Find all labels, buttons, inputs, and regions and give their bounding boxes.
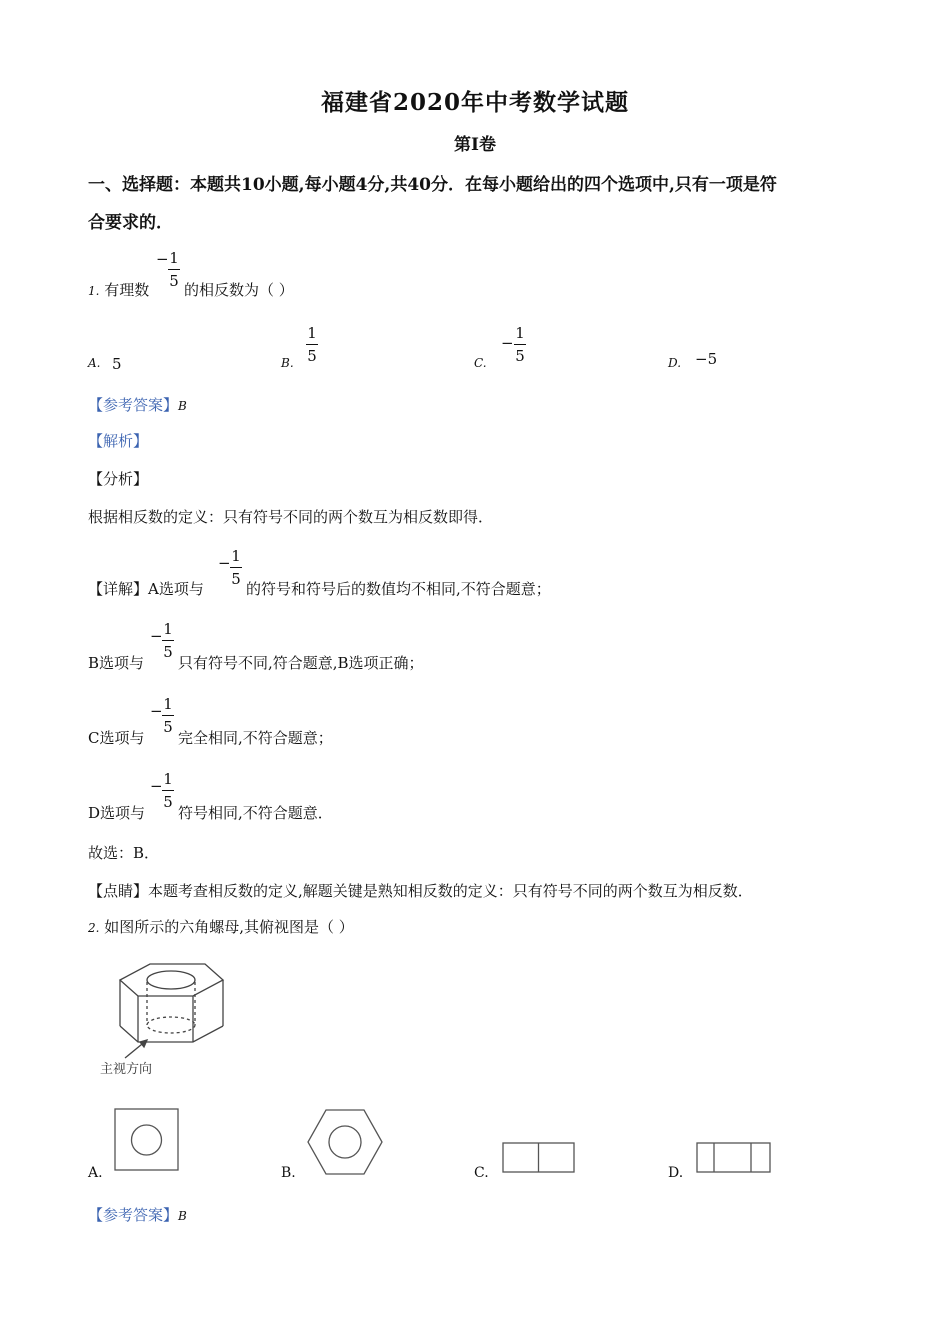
q1-option-b-bar [306, 344, 318, 345]
q2-answer-label: 【参考答案】 [88, 1206, 179, 1224]
q1-detail-b-bar [162, 640, 174, 641]
q1-answer [88, 394, 187, 415]
q2-answer-value: B [178, 1209, 187, 1223]
section-heading-line2: 合要求的． [88, 213, 173, 233]
q1-detail-d-fraction [162, 770, 174, 811]
q2-line [88, 916, 354, 937]
q2-option-c-label[interactable]: C. [474, 1165, 489, 1181]
q1-detail-d-neg: − [150, 777, 163, 795]
q1-detail-c-pre: C选项与 [88, 729, 145, 747]
q1-detail-a-post: 的符号和符号后的数值均不相同,不符合题意； [246, 580, 551, 598]
q1-option-b-top: 1 [307, 324, 317, 342]
q1-fraction [168, 249, 180, 290]
q1-option-b-label[interactable]: B. [281, 356, 294, 370]
q1-option-b-fraction [306, 324, 318, 365]
page-title: 福建省2020年中考数学试题 [320, 89, 629, 116]
q1-detail-c-top: 1 [163, 695, 173, 713]
q1-detail-label: 【详解】 [88, 580, 149, 598]
q1-answer-value: B [178, 399, 187, 413]
q1-detail-c-fraction [162, 695, 174, 736]
q1-detail-a-bar [230, 567, 242, 568]
q1-detail-d-bot: 5 [163, 793, 173, 811]
section-heading-line1: 一、选择题：本题共10小题,每小题4分,共40分．在每小题给出的四个选项中,只有一项是符 [88, 175, 777, 195]
hexagon-shape [308, 1110, 382, 1174]
q1-guxuan: 故选：B． [88, 844, 160, 862]
q2-option-d-label[interactable]: D. [668, 1165, 684, 1181]
q1-detail-a-pre: A选项与 [148, 580, 204, 598]
q1-detail-d-post: 符号相同,不符合题意． [178, 804, 333, 822]
q1-detail-c-neg: − [150, 702, 163, 720]
q1-line [88, 279, 149, 300]
q1-jiexi: 【解析】 [88, 432, 149, 450]
q1-detail-a-fraction [230, 547, 242, 588]
q1-option-a-value: 5 [112, 355, 122, 373]
q1-frac-bar [168, 269, 180, 270]
q2-option-b-figure[interactable] [306, 1108, 384, 1176]
q2-option-d-figure[interactable] [696, 1142, 772, 1174]
q1-option-c-bar [514, 344, 526, 345]
q1-fenxi: 【分析】 [88, 470, 149, 488]
q1-detail-b-neg: − [150, 627, 163, 645]
q1-detail-b-top: 1 [163, 620, 173, 638]
q1-detail-b-bot: 5 [163, 643, 173, 661]
q1-option-c-bot: 5 [515, 347, 525, 365]
q1-answer-label: 【参考答案】 [88, 396, 179, 414]
q1-detail-b-fraction [162, 620, 174, 661]
q1-detail-b-post: 只有符号不同,符合题意,B选项正确； [178, 654, 424, 672]
q2-text: 如图所示的六角螺母,其俯视图是（ ） [104, 918, 354, 936]
q1-option-c-fraction [514, 324, 526, 365]
q1-option-c-neg: − [501, 334, 514, 352]
q1-detail-d-bar [162, 790, 174, 791]
q1-prefix: 有理数 [104, 281, 150, 299]
q1-detail-b-pre: B选项与 [88, 654, 145, 672]
hex-nut-caption: 主视方向 [100, 1062, 153, 1077]
q1-detail-a-neg: − [218, 554, 231, 572]
q1-frac-bot: 5 [169, 272, 179, 290]
circle-shape [329, 1126, 361, 1158]
q2-number: 2. [88, 921, 100, 935]
q1-frac-top: 1 [169, 249, 179, 267]
q1-fenxi-text: 根据相反数的定义：只有符号不同的两个数互为相反数即得． [88, 508, 494, 526]
q1-detail-a-bot: 5 [231, 570, 241, 588]
q1-suffix: 的相反数为（ ） [184, 281, 294, 299]
q1-option-a-label[interactable]: A. [88, 356, 101, 370]
q1-dianjing: 【点睛】本题考查相反数的定义,解题关键是熟知相反数的定义：只有符号不同的两个数互为相反数． [88, 882, 753, 900]
q1-detail-a [88, 578, 204, 599]
q1-option-d-label[interactable]: D. [668, 356, 682, 370]
page-subtitle: 第Ⅰ卷 [454, 135, 496, 155]
q1-detail-d-pre: D选项与 [88, 804, 146, 822]
q1-option-d-value: −5 [695, 350, 718, 368]
q1-option-c-top: 1 [515, 324, 525, 342]
circle-shape [132, 1125, 162, 1155]
q2-option-a-label[interactable]: A. [88, 1165, 103, 1181]
q1-detail-c-bar [162, 715, 174, 716]
q1-number: 1. [88, 284, 100, 298]
q1-option-c-label[interactable]: C. [474, 356, 487, 370]
square-shape [115, 1109, 178, 1170]
q1-option-b-bot: 5 [307, 347, 317, 365]
q2-option-a-figure[interactable] [114, 1108, 180, 1172]
q1-neg-sign: − [156, 250, 169, 268]
q2-answer [88, 1204, 187, 1225]
rectangle-shape [697, 1143, 770, 1172]
q2-option-c-figure[interactable] [502, 1142, 576, 1174]
q1-detail-c-bot: 5 [163, 718, 173, 736]
q1-detail-a-top: 1 [231, 547, 241, 565]
q1-detail-c-post: 完全相同,不符合题意； [178, 729, 333, 747]
q1-detail-d-top: 1 [163, 770, 173, 788]
q2-option-b-label[interactable]: B. [281, 1165, 296, 1181]
